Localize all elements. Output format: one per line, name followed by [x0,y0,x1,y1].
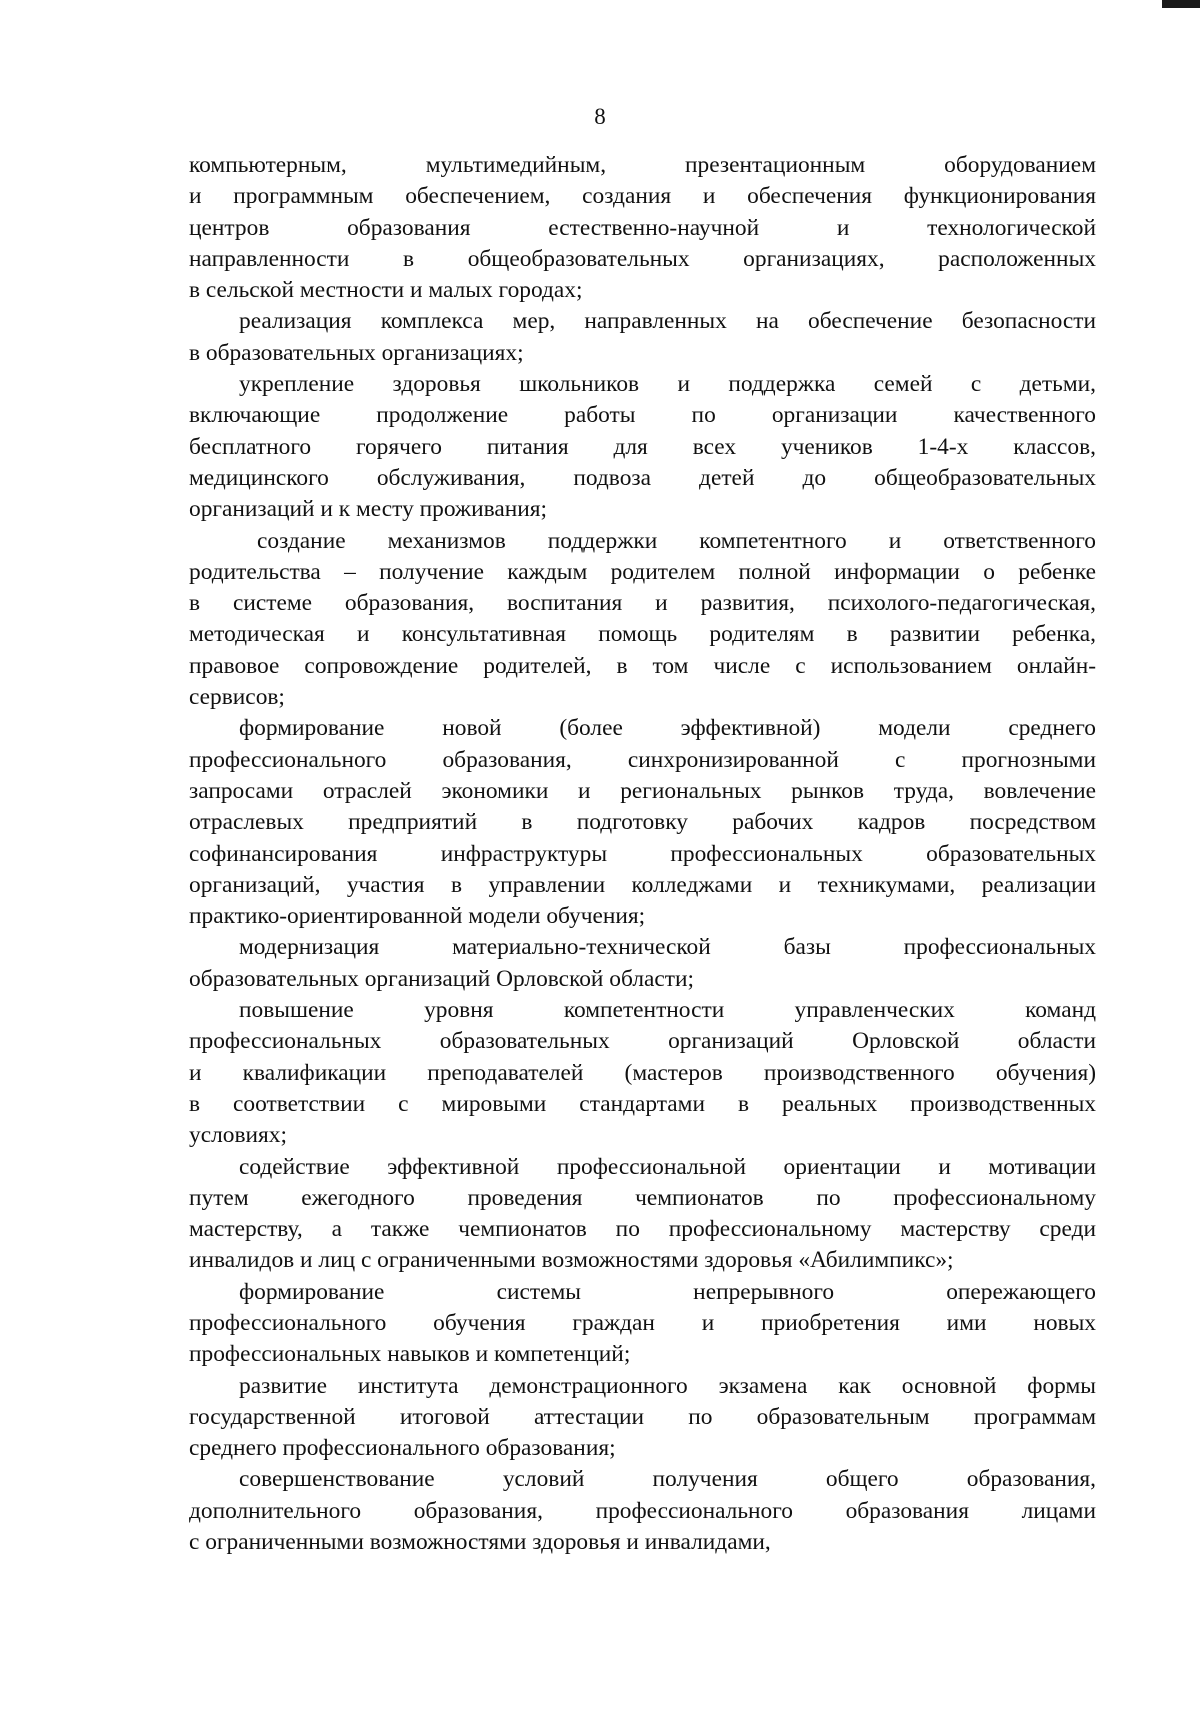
text-line: родительства – получение каждым родителем полной информации о ребенке [189,558,1096,585]
text-line: софинансирования инфраструктуры профессиональных образовательных [189,840,1096,867]
text-line: формирование новой (более эффективной) модели среднего [239,715,1096,742]
paragraph [189,995,1096,1151]
paragraph [189,306,1096,369]
text-line: отраслевых предприятий в подготовку рабочих кадров посредством [189,809,1096,836]
text-line: и программным обеспечением, создания и обеспечения функционирования [189,183,1096,210]
text-line: и квалификации преподавателей (мастеров производственного обучения) [189,1059,1096,1086]
document-body [189,150,1096,1558]
paragraph [189,150,1096,306]
text-line: методическая и консультативная помощь родителям в развитии ребенка, [189,621,1096,648]
text-line: профессиональных образовательных организаций Орловской области [189,1028,1096,1055]
text-line: развитие института демонстрационного экзамена как основной формы [239,1372,1096,1399]
text-line: укрепление здоровья школьников и поддержка семей с детьми, [239,371,1096,398]
text-line: повышение уровня компетентности управленческих команд [239,997,1096,1024]
text-line: государственной итоговой аттестации по образовательным программам [189,1403,1096,1430]
paragraph [189,1277,1096,1371]
text-line: среднего профессионального образования; [189,1435,616,1462]
text-line: в образовательных организациях; [189,339,524,366]
text-line: путем ежегодного проведения чемпионатов по профессиональному [189,1184,1096,1211]
text-line: направленности в общеобразовательных организациях, расположенных [189,245,1096,272]
text-line: совершенствование условий получения общего образования, [239,1466,1096,1493]
text-line: запросами отраслей экономики и региональных рынков труда, вовлечение [189,777,1096,804]
text-line: включающие продолжение работы по организации качественного [189,402,1096,429]
text-line: в сельской местности и малых городах; [189,277,583,304]
paragraph [189,1152,1096,1277]
paragraph [189,1464,1096,1558]
text-line: профессиональных навыков и компетенций; [189,1341,631,1368]
text-line: медицинского обслуживания, подвоза детей до общеобразовательных [189,464,1096,491]
text-line: с ограниченными возможностями здоровья и инвалидами, [189,1529,771,1556]
text-line: правовое сопровождение родителей, в том числе с использованием онлайн- [189,652,1096,679]
text-line: условиях; [189,1122,287,1149]
paragraph [189,713,1096,932]
text-line: практико-ориентированной модели обучения; [189,903,646,930]
text-line: бесплатного горячего питания для всех учеников 1-4-х классов, [189,433,1096,460]
text-line: дополнительного образования, профессионального образования лицами [189,1497,1096,1524]
paragraph [189,932,1096,995]
paragraph [189,526,1096,714]
text-line: в системе образования, воспитания и развития, психолого-педагогическая, [189,590,1096,617]
text-line: организаций, участия в управлении колледжами и техникумами, реализации [189,871,1096,898]
text-line: профессионального образования, синхронизированной с прогнозными [189,746,1096,773]
text-line: мастерству, а также чемпионатов по профессиональному мастерству среди [189,1216,1096,1243]
text-line: образовательных организаций Орловской области; [189,965,694,992]
text-line: компьютерным, мультимедийным, презентационным оборудованием [189,152,1096,178]
page-number: 8 [594,104,606,129]
text-line: содействие эффективной профессиональной ориентации и мотивации [239,1153,1096,1180]
text-line: в соответствии с мировыми стандартами в реальных производственных [189,1090,1096,1117]
paragraph [189,369,1096,525]
text-line: реализация комплекса мер, направленных на обеспечение безопасности [239,308,1096,335]
paragraph [189,1371,1096,1465]
text-line: профессионального обучения граждан и приобретения ими новых [189,1309,1096,1336]
scan-edge-mark [1162,0,1200,8]
text-line: создание механизмов поддержки компетентного и ответственного [257,527,1096,554]
text-line: модернизация материально-технической базы профессиональных [239,934,1096,961]
text-line: организаций и к месту проживания; [189,496,548,523]
text-line: сервисов; [189,684,285,711]
text-line: инвалидов и лиц с ограниченными возможностями здоровья «Абилимпикс»; [189,1247,954,1274]
text-line: формирование системы непрерывного опережающего [239,1278,1096,1305]
text-line: центров образования естественно-научной и технологической [189,214,1096,241]
